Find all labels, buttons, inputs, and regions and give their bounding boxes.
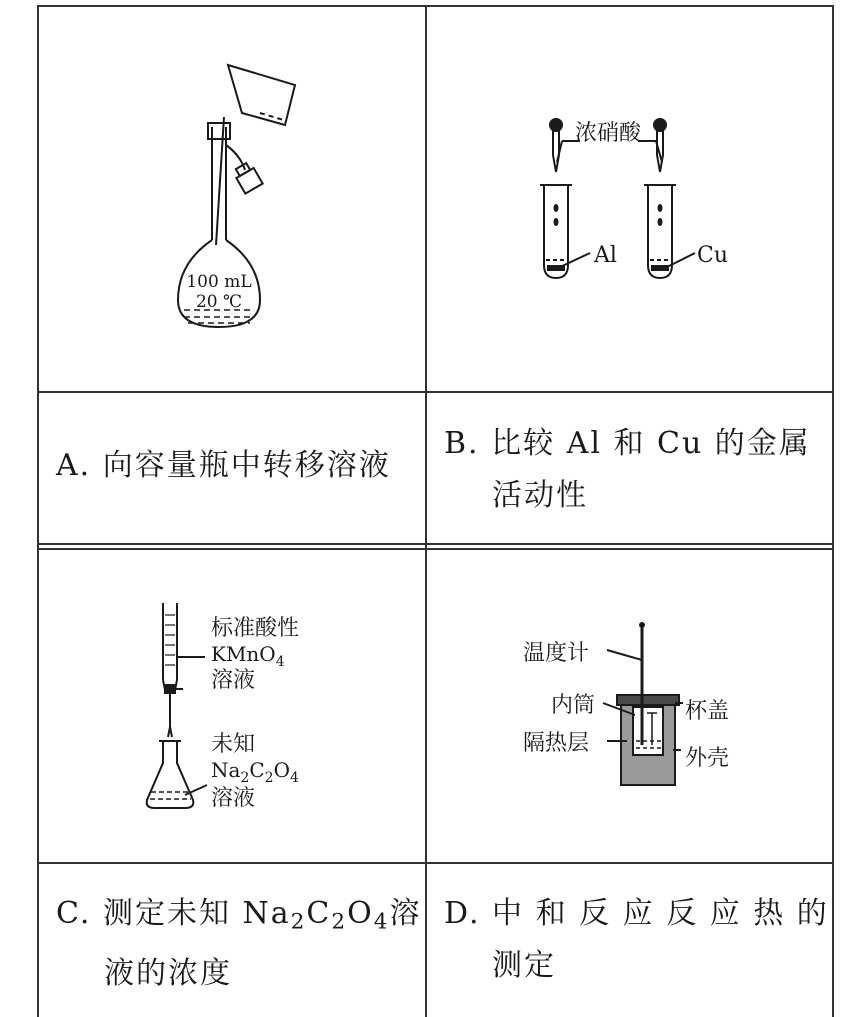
test-tubes-diagram (520, 110, 760, 290)
grid-border-right (832, 5, 834, 1017)
na2c2o4-label-line3: 溶液 (211, 786, 256, 811)
grid-border-top (37, 5, 834, 7)
caption-b: B. 比较 Al 和 Cu 的金属 活动性 (444, 426, 811, 513)
aluminum-label: Al (594, 243, 617, 268)
caption-a: A. 向容量瓶中转移溶液 (56, 448, 391, 483)
stopper-icon (232, 161, 262, 194)
grid-divider-3 (37, 862, 834, 864)
kmno4-label-line1: 标准酸性 (211, 616, 300, 641)
grid-divider-1 (37, 391, 834, 393)
kmno4-label-line2: KMnO$_4$ (211, 642, 285, 670)
cu-pointer (665, 253, 695, 268)
thermometer-label: 温度计 (523, 641, 590, 666)
flask-volume-label: 100 mL (186, 272, 252, 292)
test-tube-right (648, 185, 672, 278)
copper-label: Cu (697, 243, 729, 268)
inner-tube-label: 内筒 (551, 693, 596, 718)
grid-divider-2a (37, 543, 834, 545)
caption-c: C. 测定未知 $Na_2C_2O_4$溶 液的浓度 (56, 896, 422, 992)
grid-divider-vertical (425, 5, 427, 1017)
shell-label: 外壳 (685, 746, 730, 771)
insulation-label: 隔热层 (523, 731, 590, 756)
lid-label: 杯盖 (685, 699, 730, 724)
calorimeter-diagram (515, 615, 775, 795)
flask-temperature-label: 20 ℃ (195, 292, 243, 312)
nitric-acid-label: 浓硝酸 (574, 121, 642, 146)
grid-divider-2b (37, 548, 834, 550)
burette-icon (163, 603, 177, 690)
lid-icon (617, 695, 679, 705)
stopcock-icon (165, 685, 175, 693)
caption-d: D. 中 和 反 应 反 应 热 的 测定 (444, 896, 829, 983)
volumetric-flask-diagram (150, 55, 330, 345)
dropper-right-icon (654, 119, 666, 172)
titration-diagram (135, 595, 335, 820)
glass-rod (216, 117, 224, 245)
grid-border-left (37, 5, 39, 1017)
thermometer-pointer (607, 650, 642, 660)
beaker-outline (228, 65, 295, 125)
na2c2o4-label-line2: $Na_2C_2O_4$ (211, 758, 299, 786)
na2c2o4-label-line1: 未知 (211, 732, 256, 757)
kmno4-label-line3: 溶液 (211, 668, 256, 693)
erlenmeyer-flask-icon (147, 741, 194, 808)
